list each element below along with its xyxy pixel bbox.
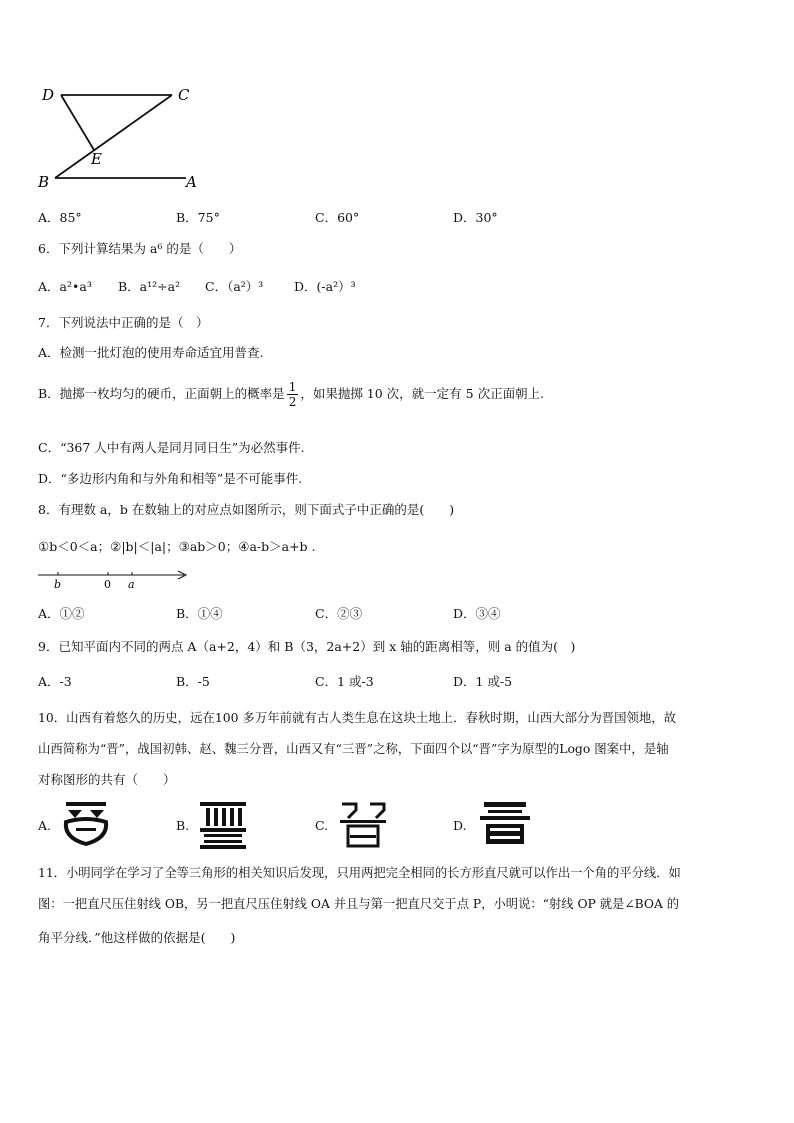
- q8-option-a: A．①②: [38, 606, 85, 621]
- label-a: A: [186, 173, 197, 191]
- q6-option-a: A．a²•a³: [38, 279, 92, 294]
- q11-line-1: 11．小明同学在学习了全等三角形的相关知识后发现，只用两把完全相同的长方形直尺就可以作出一个角的平分线．如: [38, 866, 681, 880]
- q10-line-1: 10．山西有着悠久的历史，远在100 多万年前就有古人类生息在这块土地上．春秋时期，山西大部分为晋国领地，故: [38, 710, 677, 725]
- q7-option-b: [38, 380, 544, 409]
- q7-option-b-post: ，如果抛掷 10 次，就一定有 5 次正面朝上.: [300, 386, 545, 401]
- q8-option-d: D．③④: [453, 606, 501, 621]
- q6-option-d: D．(-a²）³: [294, 279, 356, 294]
- q10-option-b-label: B.: [176, 818, 190, 833]
- logo-d-image: [476, 796, 534, 850]
- q10-option-c-label: C.: [315, 818, 329, 833]
- q7-option-b-pre: B．抛掷一枚均匀的硬币，正面朝上的概率是: [38, 386, 285, 401]
- q9-option-a: A．-3: [38, 674, 72, 689]
- logo-a-image: [58, 798, 114, 848]
- segment-cb: [55, 95, 172, 178]
- q9-option-d: D．1 或-5: [453, 674, 513, 689]
- fraction-numerator: 1: [288, 380, 297, 394]
- q5-option-c: C．60°: [315, 210, 360, 225]
- segment-de: [61, 95, 94, 150]
- q6-option-c: C．（a²）³: [205, 279, 264, 294]
- q7-option-c: C．“367 人中有两人是同月同日生”为必然事件.: [38, 440, 305, 455]
- logo-c-image: [336, 796, 390, 850]
- q9-option-c: C．1 或-3: [315, 674, 374, 689]
- label-d: D: [42, 86, 55, 104]
- q7-option-a: A．检测一批灯泡的使用寿命适宜用普查.: [38, 345, 264, 360]
- q11-line-2: 图：一把直尺压住射线 OB，另一把直尺压住射线 OA 并且与第一把直尺交于点 P，小明说：“射线 OP 就是∠BOA 的: [38, 897, 680, 911]
- q9-stem: 9．已知平面内不同的两点 A（a+2，4）和 B（3，2a+2）到 x 轴的距离相等，则 a 的值为( ): [38, 639, 576, 654]
- axis-label-b: b: [54, 578, 62, 591]
- q6-option-b: B．a¹²÷a²: [118, 279, 181, 294]
- q6-stem: 6．下列计算结果为 a⁶ 的是（ ）: [38, 241, 242, 256]
- q7-stem: 7．下列说法中正确的是（ ）: [38, 315, 209, 330]
- q10-line-2: 山西简称为“晋”，战国初韩、赵、魏三分晋，山西又有“三晋”之称，下面四个以“晋”字为原型的Logo 图案中，是轴: [38, 741, 669, 756]
- q11-line-3: 角平分线．”他这样做的依据是( ): [38, 930, 236, 945]
- axis-label-zero: 0: [104, 578, 111, 591]
- q5-option-b: B．75°: [176, 210, 220, 225]
- label-c: C: [178, 86, 190, 104]
- geometry-figure-q5: [34, 84, 210, 192]
- q5-option-d: D．30°: [453, 210, 498, 225]
- q8-stem: 8．有理数 a，b 在数轴上的对应点如图所示，则下面式子中正确的是( ): [38, 502, 455, 517]
- fraction-denominator: 2: [288, 395, 297, 409]
- q9-option-b: B．-5: [176, 674, 210, 689]
- label-e: E: [91, 150, 102, 168]
- q10-line-3: 对称图形的共有（ ）: [38, 772, 176, 787]
- q7-option-d: D．“多边形内角和与外角和相等”是不可能事件.: [38, 471, 303, 486]
- q5-option-a: A．85°: [38, 210, 82, 225]
- q10-option-a-label: A.: [38, 818, 52, 833]
- fraction-one-half: [287, 380, 299, 409]
- number-line-figure: [36, 566, 192, 592]
- q8-option-b: B．①④: [176, 606, 223, 621]
- q10-option-d-label: D.: [453, 818, 467, 833]
- logo-b-image: [196, 796, 250, 850]
- q8-conditions: ①b＜0＜a；②|b|＜|a|；③ab＞0；④a-b＞a+b .: [38, 539, 316, 554]
- axis-label-a: a: [128, 578, 135, 591]
- label-b: B: [38, 173, 50, 191]
- q8-option-c: C．②③: [315, 606, 363, 621]
